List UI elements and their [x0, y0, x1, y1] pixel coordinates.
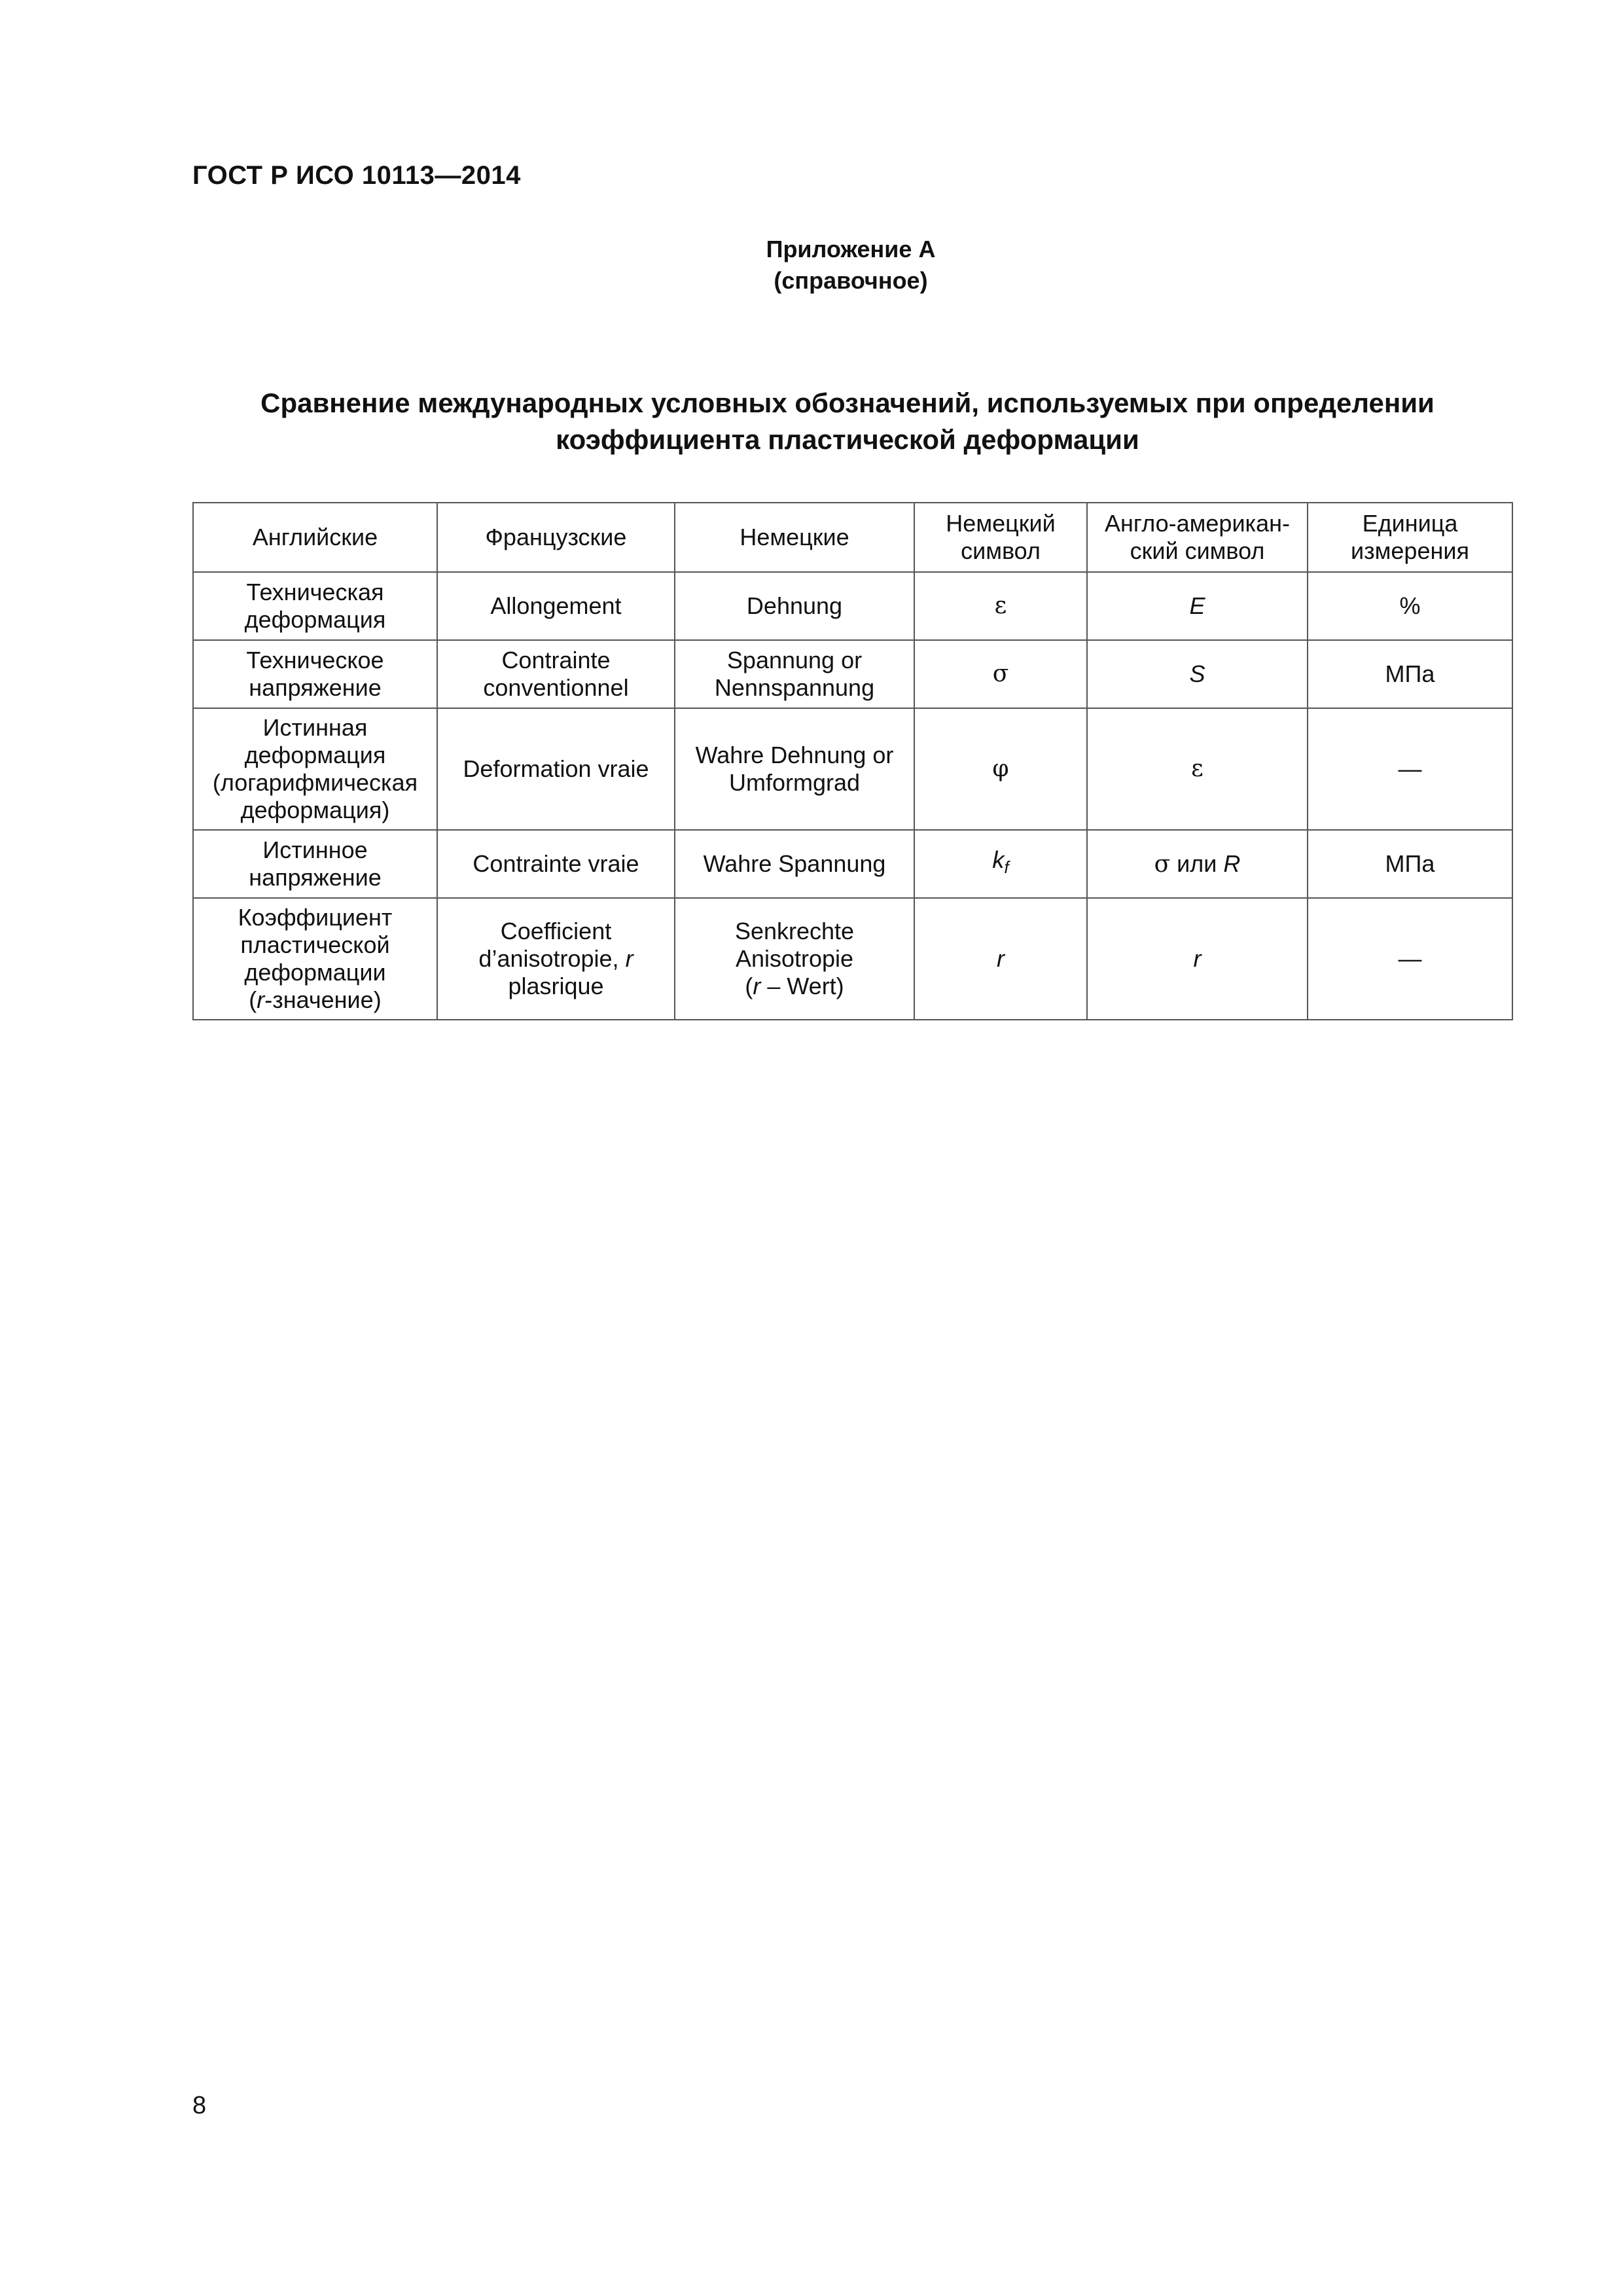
symbol-or: или [1170, 850, 1224, 877]
cell-french: Deformation vraie [437, 708, 675, 830]
cell-french: Contrainte conventionnel [437, 640, 675, 708]
cell-english: Истинная деформация (логарифмическая деформация) [193, 708, 437, 830]
cell-german: Dehnung [675, 572, 914, 640]
cell-french: Contrainte vraie [437, 830, 675, 898]
cell-german-symbol [914, 830, 1087, 898]
symbol-subscript: f [1004, 857, 1009, 878]
cell-german [675, 898, 914, 1020]
table-row [193, 708, 1512, 830]
cell-german: Wahre Spannung [675, 830, 914, 898]
r-symbol: r [625, 945, 633, 972]
cell-german-symbol: r [914, 898, 1087, 1020]
cell-german-symbol: σ [914, 640, 1087, 708]
paren-open: ( [249, 986, 257, 1013]
cell-line-text: d’anisotropie, [478, 945, 626, 972]
document-header: ГОСТ Р ИСО 10113—2014 [192, 161, 521, 190]
cell-unit: — [1308, 898, 1512, 1020]
section-title: Сравнение международных условных обозначений, используемых при определении коэффициента пластической деформации [260, 387, 1435, 455]
cell-line: Coefficient [500, 918, 612, 944]
r-symbol: r [753, 973, 761, 999]
cell-unit: МПа [1308, 640, 1512, 708]
cell-line: Anisotropie [735, 945, 854, 972]
page-number: 8 [192, 2092, 207, 2119]
cell-line: деформации [244, 959, 386, 986]
cell-anglo-symbol [1087, 830, 1308, 898]
table-row [193, 898, 1512, 1020]
cell-german-symbol: φ [914, 708, 1087, 830]
symbol-r: R [1223, 850, 1241, 877]
cell-anglo-symbol: E [1087, 572, 1308, 640]
cell-unit: — [1308, 708, 1512, 830]
appendix-status: (справочное) [774, 267, 928, 294]
table-row [193, 640, 1512, 708]
cell-anglo-symbol: S [1087, 640, 1308, 708]
cell-english: Техническое напряжение [193, 640, 437, 708]
cell-line [199, 986, 431, 1014]
cell-line: пластической [240, 931, 390, 958]
column-header-english: Английские [193, 503, 437, 572]
cell-unit: МПа [1308, 830, 1512, 898]
table-row [193, 572, 1512, 640]
cell-german: Spannung or Nennspannung [675, 640, 914, 708]
symbols-comparison-table [192, 502, 1513, 1020]
symbol-sigma: σ [1154, 850, 1171, 878]
column-header-german: Немецкие [675, 503, 914, 572]
cell-line [681, 973, 908, 1000]
cell-line: plasrique [508, 973, 604, 999]
column-header-anglo-symbol: Англо-американ- ский символ [1087, 503, 1308, 572]
cell-english: Техническая деформация [193, 572, 437, 640]
paren-open: ( [745, 973, 753, 999]
cell-line [443, 945, 669, 973]
cell-line-rest: – Wert) [760, 973, 844, 999]
cell-anglo-symbol: r [1087, 898, 1308, 1020]
cell-anglo-symbol: ε [1087, 708, 1308, 830]
column-header-unit: Единица измерения [1308, 503, 1512, 572]
column-header-german-symbol: Немецкий символ [914, 503, 1087, 572]
cell-english [193, 898, 437, 1020]
appendix-title: Приложение А [766, 236, 936, 262]
table-row [193, 830, 1512, 898]
cell-line-rest: -значение) [264, 986, 382, 1013]
cell-german: Wahre Dehnung or Umformgrad [675, 708, 914, 830]
table-header-row [193, 503, 1512, 572]
cell-line: Коэффициент [238, 904, 393, 931]
cell-unit: % [1308, 572, 1512, 640]
cell-french [437, 898, 675, 1020]
symbol-base: k [992, 846, 1005, 874]
cell-french: Allongement [437, 572, 675, 640]
cell-german-symbol: ε [914, 572, 1087, 640]
column-header-french: Французские [437, 503, 675, 572]
cell-line: Senkrechte [734, 918, 855, 944]
cell-english: Истинное напряжение [193, 830, 437, 898]
r-symbol: r [257, 986, 265, 1013]
